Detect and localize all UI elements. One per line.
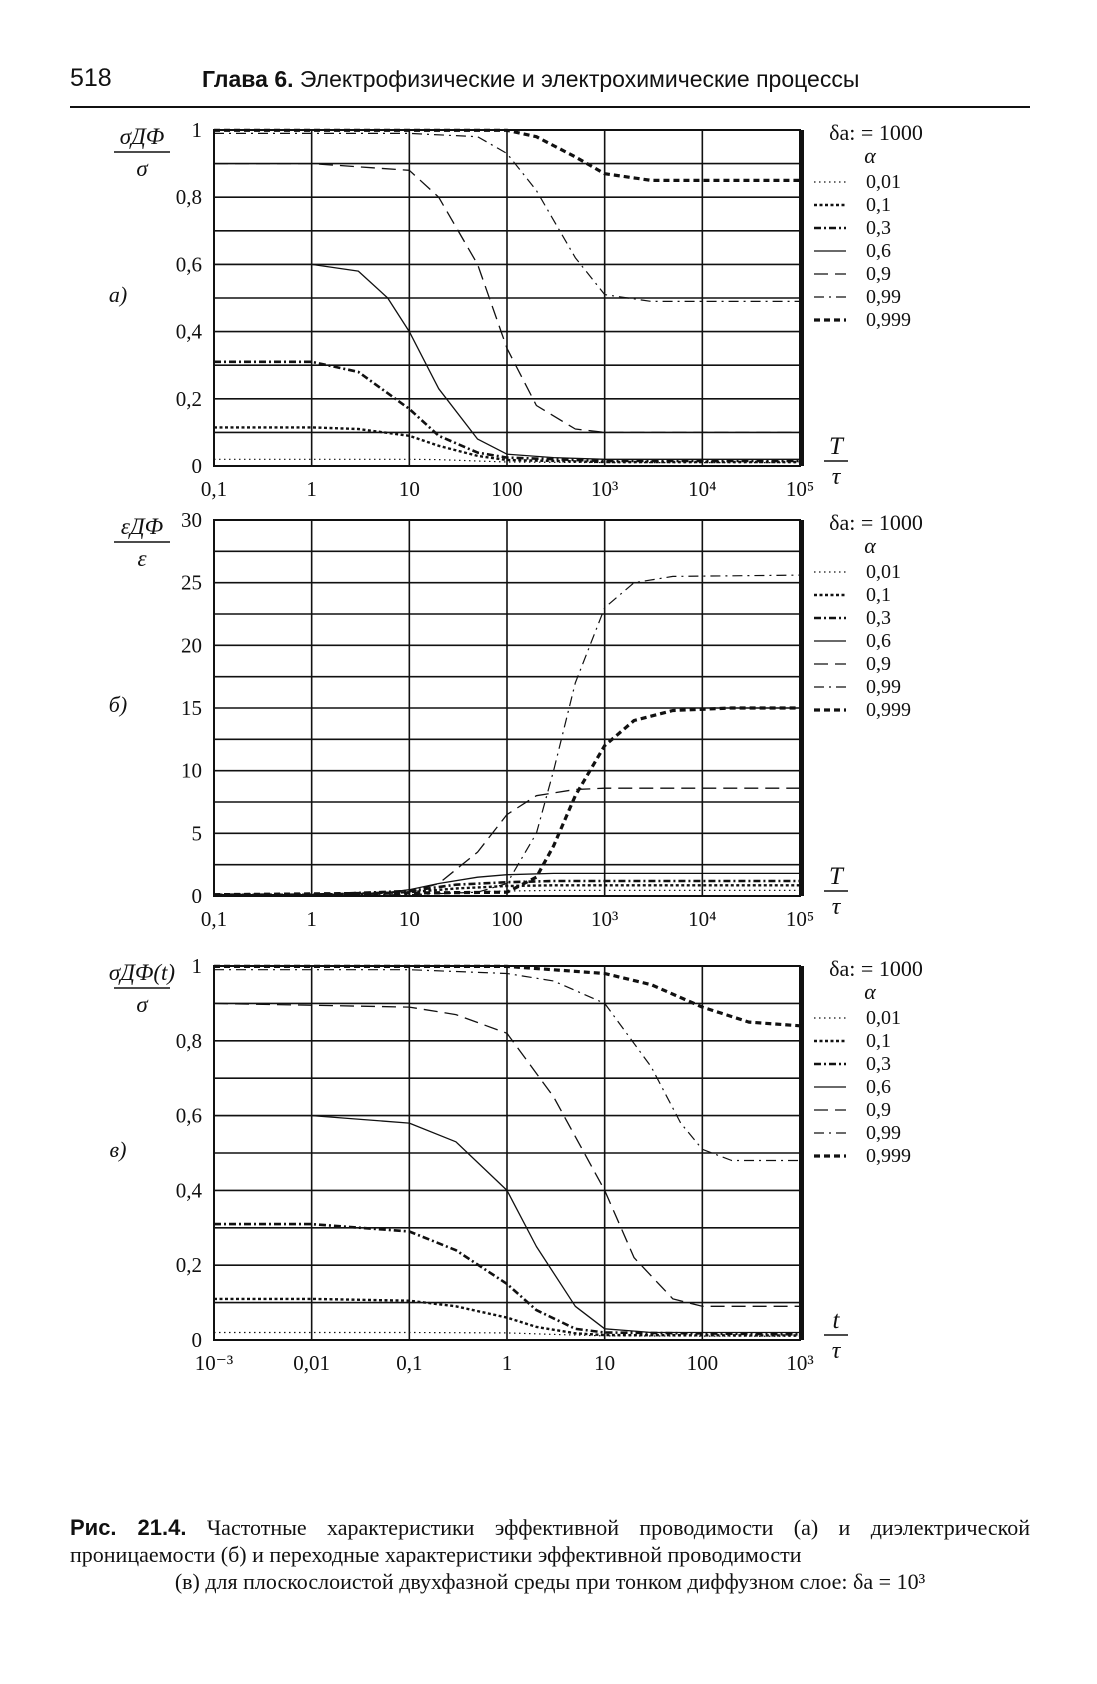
y-axis-label-num: σДФ(t): [108, 960, 176, 985]
y-tick-label: 1: [191, 954, 202, 978]
x-tick-label: 100: [491, 477, 523, 501]
x-axis-label-den: τ: [831, 1338, 841, 1364]
caption-text-last: (в) для плоскослоистой двухфазной среды при тонком диффузном слое: δa = 10³: [174, 1569, 926, 1594]
legend-entry: 0,3: [866, 607, 891, 629]
legend-subtitle: α: [864, 979, 876, 1004]
y-axis-label-den: σ: [136, 992, 148, 1017]
panel-label: б): [108, 692, 128, 717]
legend-entry: 0,6: [866, 630, 891, 652]
legend-entry: 0,6: [866, 240, 891, 262]
legend-entry: 0,99: [866, 1122, 901, 1144]
legend-entry: 0,9: [866, 1099, 891, 1121]
legend-entry: 0,1: [866, 1030, 891, 1052]
x-tick-label: 100: [491, 907, 523, 931]
legend-title: δa: = 1000: [829, 956, 923, 981]
x-tick-label: 1: [306, 907, 317, 931]
y-tick-label: 30: [181, 508, 202, 532]
x-tick-label: 10: [594, 1351, 616, 1375]
y-tick-label: 0,2: [175, 1253, 202, 1278]
y-tick-label: 0,2: [175, 386, 202, 411]
chart-panel-1: [109, 118, 923, 501]
x-axis-label-num: T: [829, 433, 843, 460]
y-tick-label: 0,6: [175, 1103, 202, 1128]
x-axis-label-num: t: [832, 1307, 840, 1334]
y-tick-label: 0,4: [175, 319, 202, 344]
y-axis-label-num: σДФ: [119, 124, 165, 149]
y-tick-label: 5: [191, 821, 202, 846]
x-tick-label: 1: [306, 477, 317, 501]
chart-panel-2: [109, 508, 923, 931]
x-tick-label: 10⁴: [688, 477, 717, 501]
legend-entry: 0,1: [866, 584, 891, 606]
page-number: 518: [70, 64, 112, 92]
x-tick-label: 0,01: [293, 1351, 331, 1375]
x-tick-label: 0,1: [396, 1351, 423, 1375]
x-tick-label: 0,1: [200, 907, 228, 931]
y-tick-label: 0,4: [175, 1178, 202, 1203]
legend-entry: 0,3: [866, 1053, 891, 1075]
legend-subtitle: α: [864, 533, 876, 558]
x-tick-label: 10³: [591, 907, 619, 931]
legend-entry: 0,999: [866, 309, 911, 331]
y-tick-label: 0,8: [175, 185, 202, 210]
x-tick-label: 10³: [786, 1351, 814, 1375]
legend-entry: 0,1: [866, 194, 891, 216]
x-tick-label: 0,1: [200, 477, 228, 501]
legend-entry: 0,01: [866, 1007, 901, 1029]
x-axis-label-den: τ: [831, 464, 841, 490]
y-tick-label: 0: [191, 884, 202, 908]
chapter-title: Электрофизические и электрохимические процессы: [299, 66, 860, 92]
x-tick-label: 10⁵: [785, 907, 815, 931]
x-tick-label: 10: [398, 477, 420, 501]
legend-entry: 0,99: [866, 286, 901, 308]
y-axis-label-den: ε: [137, 546, 147, 571]
legend-entry: 0,99: [866, 676, 901, 698]
legend-entry: 0,6: [866, 1076, 891, 1098]
legend-entry: 0,3: [866, 217, 891, 239]
legend-title: δa: = 1000: [829, 120, 923, 145]
x-tick-label: 10³: [591, 477, 619, 501]
y-tick-label: 0: [191, 454, 202, 478]
legend-entry: 0,9: [866, 263, 891, 285]
y-tick-label: 25: [181, 570, 202, 595]
figure-caption: [70, 1514, 1030, 1595]
y-tick-label: 10: [181, 758, 202, 783]
caption-text: Частотные характеристики эффективной проводимости (а) и диэлектрической проницаемости (б) и переходные характеристики эффективной проводимости: [70, 1515, 1031, 1567]
y-tick-label: 15: [181, 696, 202, 720]
panel-label: а): [108, 282, 128, 307]
y-axis-label-den: σ: [136, 156, 148, 181]
x-tick-label: 10⁵: [785, 477, 815, 501]
x-tick-label: 1: [501, 1351, 513, 1375]
legend-title: δa: = 1000: [829, 510, 923, 535]
y-tick-label: 0: [191, 1328, 202, 1352]
panel-label: в): [109, 1137, 127, 1162]
legend-entry: 0,999: [866, 699, 911, 721]
x-tick-label: 100: [686, 1351, 719, 1375]
legend-subtitle: α: [864, 143, 876, 168]
y-axis-label-num: εДФ: [120, 514, 164, 539]
x-tick-label: 10: [398, 907, 420, 931]
legend-entry: 0,9: [866, 653, 891, 675]
legend-entry: 0,01: [866, 171, 901, 193]
x-axis-label-den: τ: [831, 894, 841, 920]
y-tick-label: 0,8: [175, 1028, 202, 1053]
caption-label: Рис. 21.4.: [70, 1515, 187, 1540]
x-tick-label: 10⁻³: [194, 1351, 234, 1375]
chart-panel-3: [109, 954, 923, 1375]
x-axis-label-num: T: [829, 863, 843, 890]
legend-entry: 0,999: [866, 1145, 911, 1167]
x-tick-label: 10⁴: [688, 907, 717, 931]
y-tick-label: 20: [181, 633, 202, 658]
y-tick-label: 0,6: [175, 252, 202, 277]
y-tick-label: 1: [191, 118, 202, 142]
chapter-label: Глава 6.: [202, 66, 294, 92]
legend-entry: 0,01: [866, 561, 901, 583]
